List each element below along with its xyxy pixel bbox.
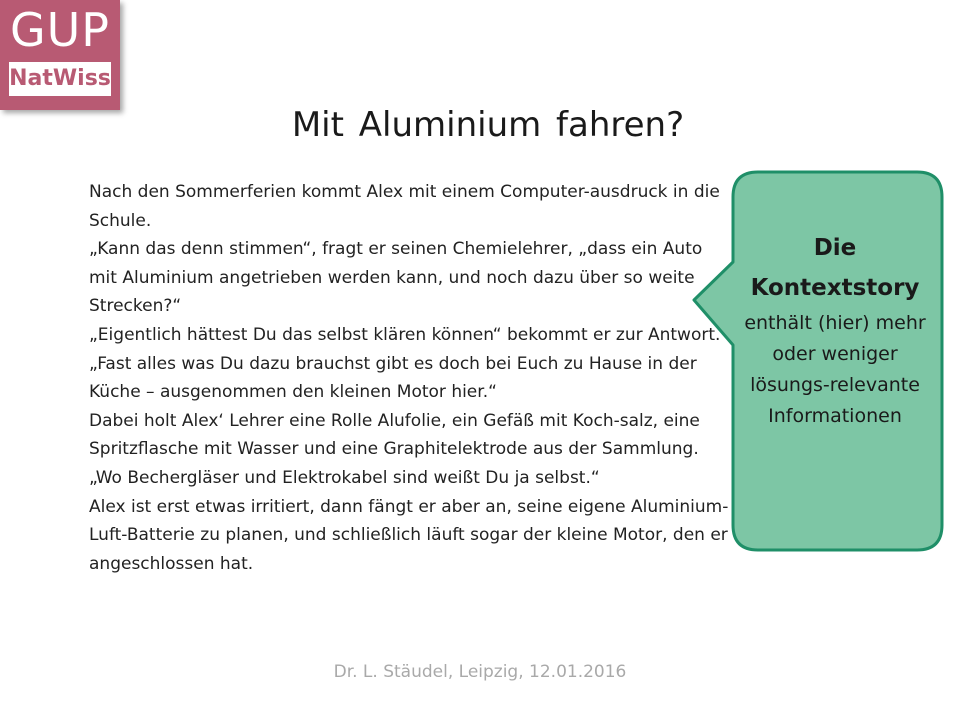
- logo-natwiss-text: NatWiss: [9, 62, 111, 96]
- context-story-text: [89, 178, 729, 578]
- callout-text: [730, 228, 940, 432]
- callout-heading: Die Kontextstory: [750, 235, 920, 301]
- gup-natwiss-logo: [0, 0, 120, 110]
- story-paragraph: Alex ist erst etwas irritiert, dann fängt er aber an, seine eigene Aluminium-Luft-Batterie zu planen, und schließlich läuft sogar der kleine Motor, den er angeschlossen hat.: [89, 496, 729, 574]
- footer-author-date: Dr. L. Stäudel, Leipzig, 12.01.2016: [333, 662, 627, 682]
- callout-body: enthält (hier) mehr oder weniger lösungs-relevante Informationen: [744, 312, 926, 427]
- story-paragraph: Dabei holt Alex‘ Lehrer eine Rolle Alufolie, ein Gefäß mit Koch-salz, eine Spritzflasche mit Wasser und eine Graphitelektrode aus der Sammlung. „Wo Bechergläser und Elektrokabel sind weißt Du ja selbst.“: [89, 410, 700, 488]
- story-paragraph: Nach den Sommerferien kommt Alex mit einem Computer-ausdruck in die Schule.: [89, 182, 720, 231]
- story-paragraph: „Kann das denn stimmen“, fragt er seinen Chemielehrer, „dass ein Auto mit Aluminium angetrieben werden kann, und noch dazu über so weite Strecken?“: [89, 239, 703, 317]
- story-paragraph: „Eigentlich hättest Du das selbst klären können“ bekommt er zur Antwort. „Fast alles was Du dazu brauchst gibt es doch bei Euch zu Hause in der Küche – ausgenommen den kleinen Motor hier.“: [89, 324, 721, 403]
- slide-title: Mit Aluminium fahren?: [291, 105, 685, 145]
- logo-gup-text: GUP: [9, 3, 111, 57]
